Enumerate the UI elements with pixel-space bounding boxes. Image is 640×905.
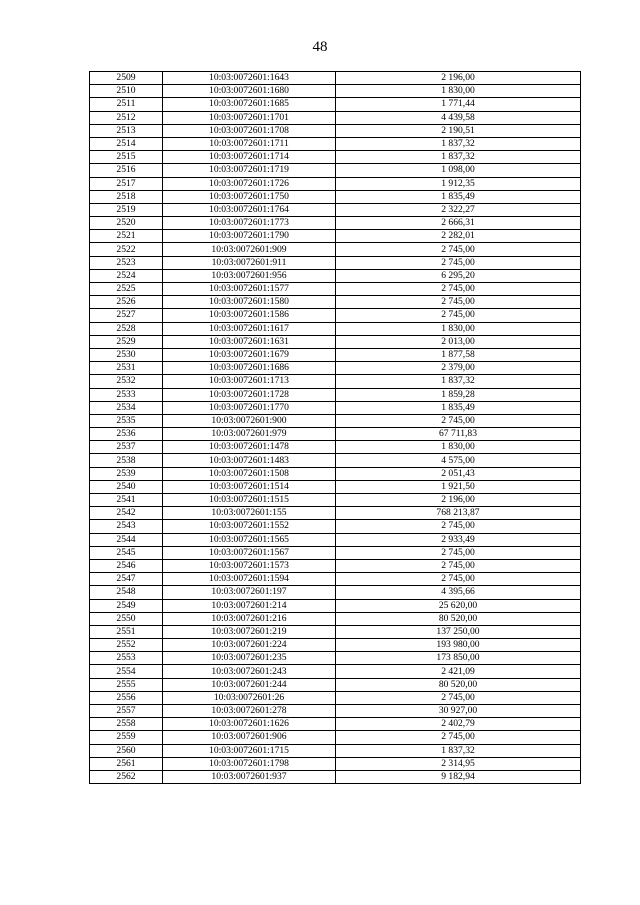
row-number-cell: 2549: [90, 599, 163, 612]
cadastral-number-cell: 10:03:0072601:979: [163, 428, 336, 441]
value-cell: 1 771,44: [336, 98, 581, 111]
table-row: [90, 362, 581, 375]
row-number-cell: 2552: [90, 639, 163, 652]
row-number-cell: 2523: [90, 256, 163, 269]
cadastral-number-cell: 10:03:0072601:1552: [163, 520, 336, 533]
cadastral-number-cell: 10:03:0072601:1713: [163, 375, 336, 388]
cadastral-number-cell: 10:03:0072601:1719: [163, 164, 336, 177]
cadastral-number-cell: 10:03:0072601:1631: [163, 335, 336, 348]
cadastral-number-cell: 10:03:0072601:1617: [163, 322, 336, 335]
table-row: [90, 296, 581, 309]
row-number-cell: 2529: [90, 335, 163, 348]
cadastral-number-cell: 10:03:0072601:1679: [163, 348, 336, 361]
value-cell: 2 314,95: [336, 757, 581, 770]
value-cell: 4 439,58: [336, 111, 581, 124]
row-number-cell: 2558: [90, 718, 163, 731]
value-cell: 173 850,00: [336, 652, 581, 665]
value-cell: 2 379,00: [336, 362, 581, 375]
table-row: [90, 652, 581, 665]
table-row: [90, 678, 581, 691]
row-number-cell: 2530: [90, 348, 163, 361]
cadastral-number-cell: 10:03:0072601:1514: [163, 480, 336, 493]
row-number-cell: 2537: [90, 441, 163, 454]
cadastral-number-cell: 10:03:0072601:1478: [163, 441, 336, 454]
cadastral-number-cell: 10:03:0072601:243: [163, 665, 336, 678]
row-number-cell: 2514: [90, 137, 163, 150]
cadastral-number-cell: 10:03:0072601:1711: [163, 137, 336, 150]
cadastral-number-cell: 10:03:0072601:1714: [163, 151, 336, 164]
value-cell: 1 830,00: [336, 322, 581, 335]
value-cell: 2 282,01: [336, 230, 581, 243]
row-number-cell: 2544: [90, 533, 163, 546]
row-number-cell: 2541: [90, 494, 163, 507]
value-cell: 2 745,00: [336, 296, 581, 309]
row-number-cell: 2561: [90, 757, 163, 770]
cadastral-number-cell: 10:03:0072601:1586: [163, 309, 336, 322]
value-cell: 193 980,00: [336, 639, 581, 652]
table-row: [90, 375, 581, 388]
table-row: [90, 348, 581, 361]
value-cell: 2 745,00: [336, 309, 581, 322]
table-row: [90, 639, 581, 652]
row-number-cell: 2522: [90, 243, 163, 256]
cadastral-number-cell: 10:03:0072601:1790: [163, 230, 336, 243]
row-number-cell: 2543: [90, 520, 163, 533]
row-number-cell: 2535: [90, 414, 163, 427]
table-row: [90, 494, 581, 507]
table-row: [90, 217, 581, 230]
value-cell: 2 421,09: [336, 665, 581, 678]
row-number-cell: 2516: [90, 164, 163, 177]
value-cell: 1 837,32: [336, 744, 581, 757]
row-number-cell: 2517: [90, 177, 163, 190]
table-row: [90, 256, 581, 269]
row-number-cell: 2539: [90, 467, 163, 480]
value-cell: 2 745,00: [336, 283, 581, 296]
row-number-cell: 2512: [90, 111, 163, 124]
row-number-cell: 2548: [90, 586, 163, 599]
row-number-cell: 2527: [90, 309, 163, 322]
cadastral-number-cell: 10:03:0072601:214: [163, 599, 336, 612]
table-row: [90, 428, 581, 441]
cadastral-number-cell: 10:03:0072601:906: [163, 731, 336, 744]
cadastral-number-cell: 10:03:0072601:1580: [163, 296, 336, 309]
value-cell: 2 745,00: [336, 256, 581, 269]
row-number-cell: 2525: [90, 283, 163, 296]
table-row: [90, 388, 581, 401]
value-cell: 2 933,49: [336, 533, 581, 546]
row-number-cell: 2550: [90, 612, 163, 625]
cadastral-value-table: [89, 71, 581, 784]
value-cell: 67 711,83: [336, 428, 581, 441]
value-cell: 1 098,00: [336, 164, 581, 177]
cadastral-number-cell: 10:03:0072601:956: [163, 269, 336, 282]
table-row: [90, 401, 581, 414]
table-row: [90, 322, 581, 335]
table-row: [90, 283, 581, 296]
row-number-cell: 2534: [90, 401, 163, 414]
value-cell: 2 322,27: [336, 203, 581, 216]
value-cell: 1 835,49: [336, 190, 581, 203]
value-cell: 80 520,00: [336, 612, 581, 625]
table-row: [90, 441, 581, 454]
table-row: [90, 691, 581, 704]
table-row: [90, 559, 581, 572]
value-cell: 1 830,00: [336, 85, 581, 98]
table-row: [90, 98, 581, 111]
cadastral-number-cell: 10:03:0072601:1773: [163, 217, 336, 230]
table-row: [90, 718, 581, 731]
row-number-cell: 2562: [90, 770, 163, 783]
value-cell: 6 295,20: [336, 269, 581, 282]
value-cell: 1 837,32: [336, 151, 581, 164]
value-cell: 2 745,00: [336, 691, 581, 704]
row-number-cell: 2513: [90, 124, 163, 137]
table-row: [90, 309, 581, 322]
table-row: [90, 480, 581, 493]
cadastral-number-cell: 10:03:0072601:1798: [163, 757, 336, 770]
cadastral-number-cell: 10:03:0072601:937: [163, 770, 336, 783]
value-cell: 2 190,51: [336, 124, 581, 137]
cadastral-number-cell: 10:03:0072601:1686: [163, 362, 336, 375]
value-cell: 1 921,50: [336, 480, 581, 493]
value-cell: 80 520,00: [336, 678, 581, 691]
row-number-cell: 2536: [90, 428, 163, 441]
table-row: [90, 507, 581, 520]
value-cell: 30 927,00: [336, 705, 581, 718]
table-row: [90, 573, 581, 586]
value-cell: 2 196,00: [336, 494, 581, 507]
value-cell: 1 837,32: [336, 375, 581, 388]
value-cell: 1 912,35: [336, 177, 581, 190]
row-number-cell: 2540: [90, 480, 163, 493]
row-number-cell: 2559: [90, 731, 163, 744]
table-row: [90, 705, 581, 718]
table-row: [90, 520, 581, 533]
value-cell: 137 250,00: [336, 625, 581, 638]
cadastral-number-cell: 10:03:0072601:1680: [163, 85, 336, 98]
row-number-cell: 2557: [90, 705, 163, 718]
value-cell: 2 013,00: [336, 335, 581, 348]
value-cell: 1 859,28: [336, 388, 581, 401]
table-row: [90, 586, 581, 599]
value-cell: 2 745,00: [336, 573, 581, 586]
table-row: [90, 625, 581, 638]
cadastral-number-cell: 10:03:0072601:26: [163, 691, 336, 704]
cadastral-number-cell: 10:03:0072601:235: [163, 652, 336, 665]
row-number-cell: 2511: [90, 98, 163, 111]
cadastral-number-cell: 10:03:0072601:1626: [163, 718, 336, 731]
cadastral-number-cell: 10:03:0072601:216: [163, 612, 336, 625]
table-row: [90, 269, 581, 282]
cadastral-number-cell: 10:03:0072601:911: [163, 256, 336, 269]
value-cell: 1 877,58: [336, 348, 581, 361]
value-cell: 2 196,00: [336, 72, 581, 85]
row-number-cell: 2554: [90, 665, 163, 678]
table-row: [90, 137, 581, 150]
cadastral-number-cell: 10:03:0072601:1770: [163, 401, 336, 414]
table-row: [90, 546, 581, 559]
row-number-cell: 2533: [90, 388, 163, 401]
row-number-cell: 2521: [90, 230, 163, 243]
cadastral-number-cell: 10:03:0072601:1701: [163, 111, 336, 124]
row-number-cell: 2547: [90, 573, 163, 586]
value-cell: 2 051,43: [336, 467, 581, 480]
cadastral-number-cell: 10:03:0072601:900: [163, 414, 336, 427]
row-number-cell: 2551: [90, 625, 163, 638]
table-body: [90, 72, 581, 784]
cadastral-number-cell: 10:03:0072601:1594: [163, 573, 336, 586]
table-row: [90, 757, 581, 770]
value-cell: 4 395,66: [336, 586, 581, 599]
cadastral-number-cell: 10:03:0072601:1508: [163, 467, 336, 480]
cadastral-number-cell: 10:03:0072601:278: [163, 705, 336, 718]
table-row: [90, 467, 581, 480]
page-number: 48: [312, 39, 328, 55]
value-cell: 2 666,31: [336, 217, 581, 230]
cadastral-number-cell: 10:03:0072601:1567: [163, 546, 336, 559]
cadastral-number-cell: 10:03:0072601:219: [163, 625, 336, 638]
row-number-cell: 2545: [90, 546, 163, 559]
cadastral-number-cell: 10:03:0072601:155: [163, 507, 336, 520]
value-cell: 2 745,00: [336, 520, 581, 533]
row-number-cell: 2538: [90, 454, 163, 467]
cadastral-number-cell: 10:03:0072601:1515: [163, 494, 336, 507]
cadastral-number-cell: 10:03:0072601:1577: [163, 283, 336, 296]
value-cell: 1 830,00: [336, 441, 581, 454]
value-cell: 2 745,00: [336, 546, 581, 559]
value-cell: 9 182,94: [336, 770, 581, 783]
row-number-cell: 2524: [90, 269, 163, 282]
table-row: [90, 414, 581, 427]
value-cell: 25 620,00: [336, 599, 581, 612]
value-cell: 2 745,00: [336, 243, 581, 256]
table-row: [90, 454, 581, 467]
cadastral-number-cell: 10:03:0072601:1764: [163, 203, 336, 216]
table-row: [90, 203, 581, 216]
table-row: [90, 111, 581, 124]
row-number-cell: 2518: [90, 190, 163, 203]
cadastral-number-cell: 10:03:0072601:1750: [163, 190, 336, 203]
value-cell: 1 837,32: [336, 137, 581, 150]
table-row: [90, 230, 581, 243]
row-number-cell: 2542: [90, 507, 163, 520]
table-row: [90, 744, 581, 757]
cadastral-number-cell: 10:03:0072601:1728: [163, 388, 336, 401]
cadastral-number-cell: 10:03:0072601:224: [163, 639, 336, 652]
row-number-cell: 2532: [90, 375, 163, 388]
cadastral-number-cell: 10:03:0072601:1573: [163, 559, 336, 572]
row-number-cell: 2560: [90, 744, 163, 757]
row-number-cell: 2519: [90, 203, 163, 216]
table-row: [90, 335, 581, 348]
cadastral-number-cell: 10:03:0072601:197: [163, 586, 336, 599]
row-number-cell: 2526: [90, 296, 163, 309]
value-cell: 4 575,00: [336, 454, 581, 467]
table-row: [90, 243, 581, 256]
table-row: [90, 770, 581, 783]
row-number-cell: 2553: [90, 652, 163, 665]
cadastral-number-cell: 10:03:0072601:1726: [163, 177, 336, 190]
value-cell: 2 745,00: [336, 559, 581, 572]
cadastral-number-cell: 10:03:0072601:1565: [163, 533, 336, 546]
table-row: [90, 151, 581, 164]
cadastral-number-cell: 10:03:0072601:1483: [163, 454, 336, 467]
cadastral-number-cell: 10:03:0072601:1715: [163, 744, 336, 757]
table-row: [90, 177, 581, 190]
row-number-cell: 2510: [90, 85, 163, 98]
row-number-cell: 2520: [90, 217, 163, 230]
table-row: [90, 533, 581, 546]
cadastral-number-cell: 10:03:0072601:1685: [163, 98, 336, 111]
value-cell: 2 745,00: [336, 414, 581, 427]
cadastral-number-cell: 10:03:0072601:1708: [163, 124, 336, 137]
table-row: [90, 190, 581, 203]
table-row: [90, 85, 581, 98]
cadastral-number-cell: 10:03:0072601:244: [163, 678, 336, 691]
value-cell: 2 402,79: [336, 718, 581, 731]
table-row: [90, 612, 581, 625]
value-cell: 2 745,00: [336, 731, 581, 744]
row-number-cell: 2528: [90, 322, 163, 335]
value-cell: 768 213,87: [336, 507, 581, 520]
table-row: [90, 599, 581, 612]
row-number-cell: 2555: [90, 678, 163, 691]
row-number-cell: 2515: [90, 151, 163, 164]
value-cell: 1 835,49: [336, 401, 581, 414]
cadastral-number-cell: 10:03:0072601:1643: [163, 72, 336, 85]
row-number-cell: 2531: [90, 362, 163, 375]
row-number-cell: 2546: [90, 559, 163, 572]
table-row: [90, 164, 581, 177]
table-row: [90, 72, 581, 85]
table-row: [90, 731, 581, 744]
row-number-cell: 2509: [90, 72, 163, 85]
cadastral-number-cell: 10:03:0072601:909: [163, 243, 336, 256]
table-row: [90, 665, 581, 678]
row-number-cell: 2556: [90, 691, 163, 704]
table-row: [90, 124, 581, 137]
